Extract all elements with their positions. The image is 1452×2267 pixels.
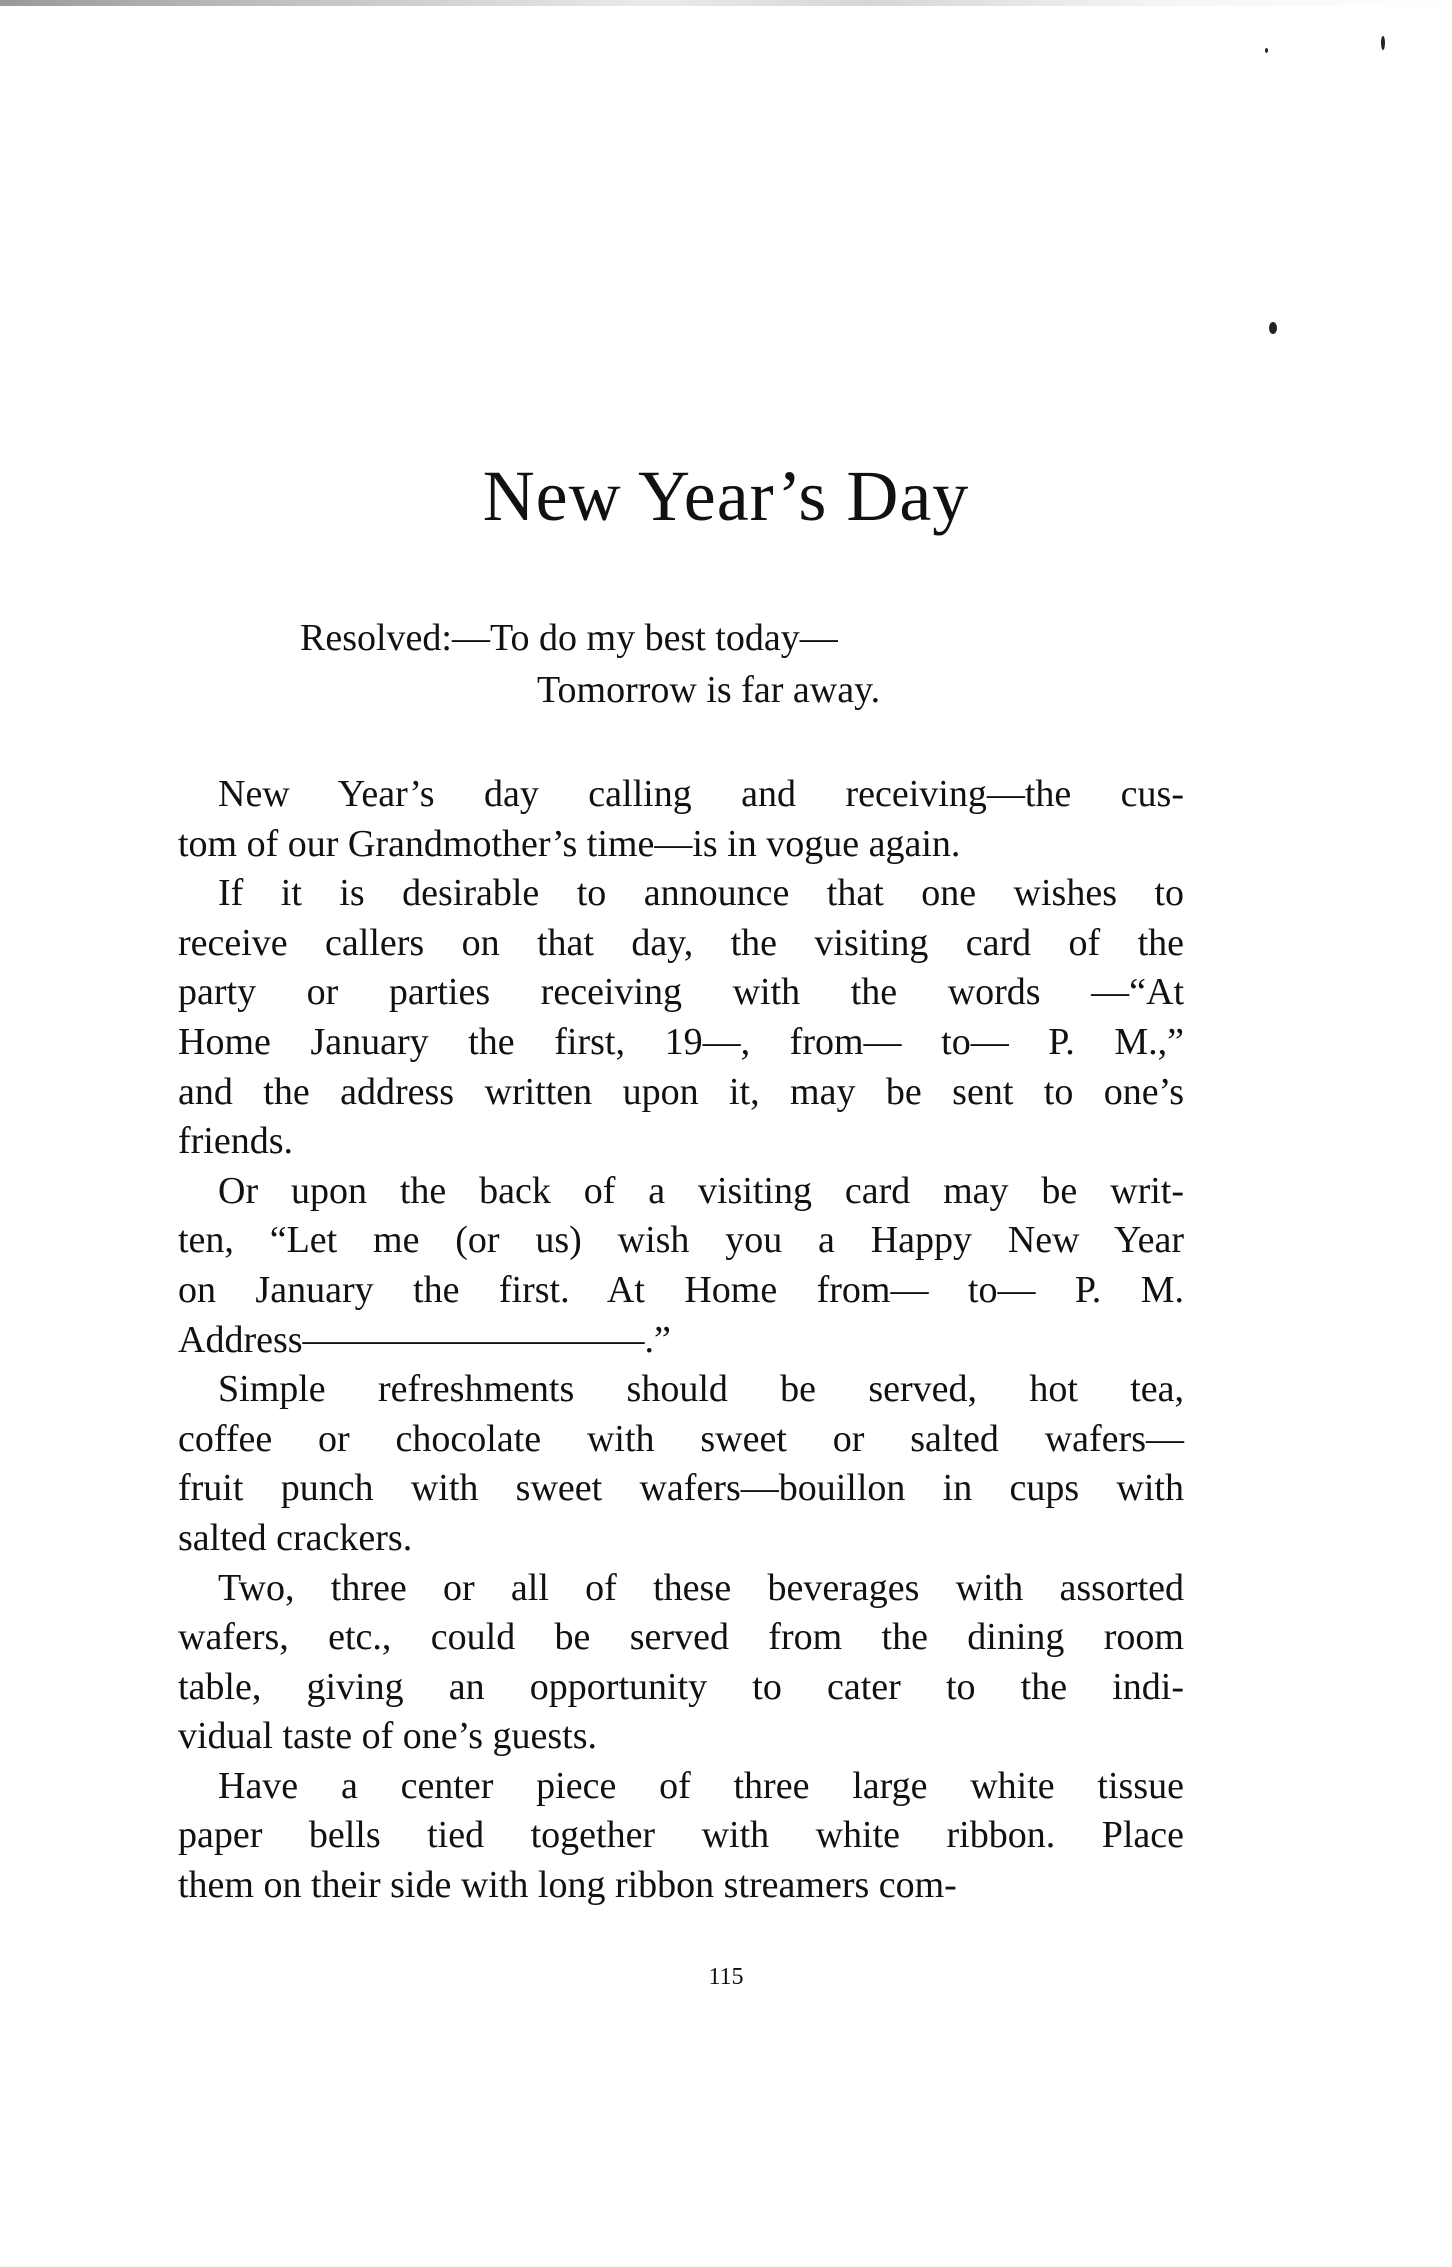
text-line: table, giving an opportunity to cater to the indi- [178, 1665, 1184, 1708]
text-line: coffee or chocolate with sweet or salted wafers— [178, 1417, 1184, 1460]
text-line: salted crackers. [178, 1516, 413, 1559]
text-line: Or upon the back of a visiting card may be writ- [218, 1169, 1184, 1212]
body-text [178, 770, 1184, 1911]
text-line: and the address written upon it, may be sent to one’s [178, 1070, 1184, 1113]
text-line: friends. [178, 1120, 294, 1163]
paragraph [178, 1365, 1184, 1563]
text-line: Have a center piece of three large white tissue [218, 1764, 1184, 1807]
epigraph-line-1: Resolved:—To do my best today— [300, 617, 838, 659]
text-line: receive callers on that day, the visiting card of the [178, 921, 1184, 964]
text-line: vidual taste of one’s guests. [178, 1715, 597, 1758]
text-line: Home January the first, 19—, from— to— P. M.,” [178, 1020, 1184, 1063]
epigraph [300, 612, 880, 716]
paragraph [178, 1564, 1184, 1762]
text-line: party or parties receiving with the words —“At [178, 971, 1184, 1014]
page-number: 115 [708, 1964, 744, 1990]
text-line: New Year’s day calling and receiving—the cus- [218, 773, 1184, 815]
text-line: fruit punch with sweet wafers—bouillon in cups with [178, 1467, 1184, 1510]
paragraph [178, 1167, 1184, 1365]
text-line: tom of our Grandmother’s time—is in vogue again. [178, 822, 961, 865]
text-line: on January the first. At Home from— to— P. M. [178, 1268, 1184, 1311]
paragraph [178, 869, 1184, 1167]
epigraph-line-2: Tomorrow is far away. [537, 669, 881, 711]
text-line: wafers, etc., could be served from the dining room [178, 1616, 1184, 1659]
page-title: New Year’s Day [482, 456, 970, 536]
text-line: Two, three or all of these beverages with assorted [218, 1566, 1184, 1609]
text-line: paper bells tied together with white ribbon. Place [178, 1814, 1184, 1857]
paragraph [178, 1762, 1184, 1911]
scan-edge-artifact [0, 0, 1452, 6]
text-line: Address—————————.” [178, 1318, 671, 1361]
text-line: If it is desirable to announce that one wishes to [218, 872, 1184, 915]
scan-speck [1381, 36, 1385, 50]
scan-speck [1269, 322, 1277, 334]
paragraph [178, 770, 1184, 869]
text-line: them on their side with long ribbon streamers com- [178, 1864, 957, 1907]
text-line: Simple refreshments should be served, hot tea, [218, 1368, 1184, 1411]
scan-speck [1265, 48, 1268, 53]
text-line: ten, “Let me (or us) wish you a Happy New Year [178, 1219, 1184, 1262]
